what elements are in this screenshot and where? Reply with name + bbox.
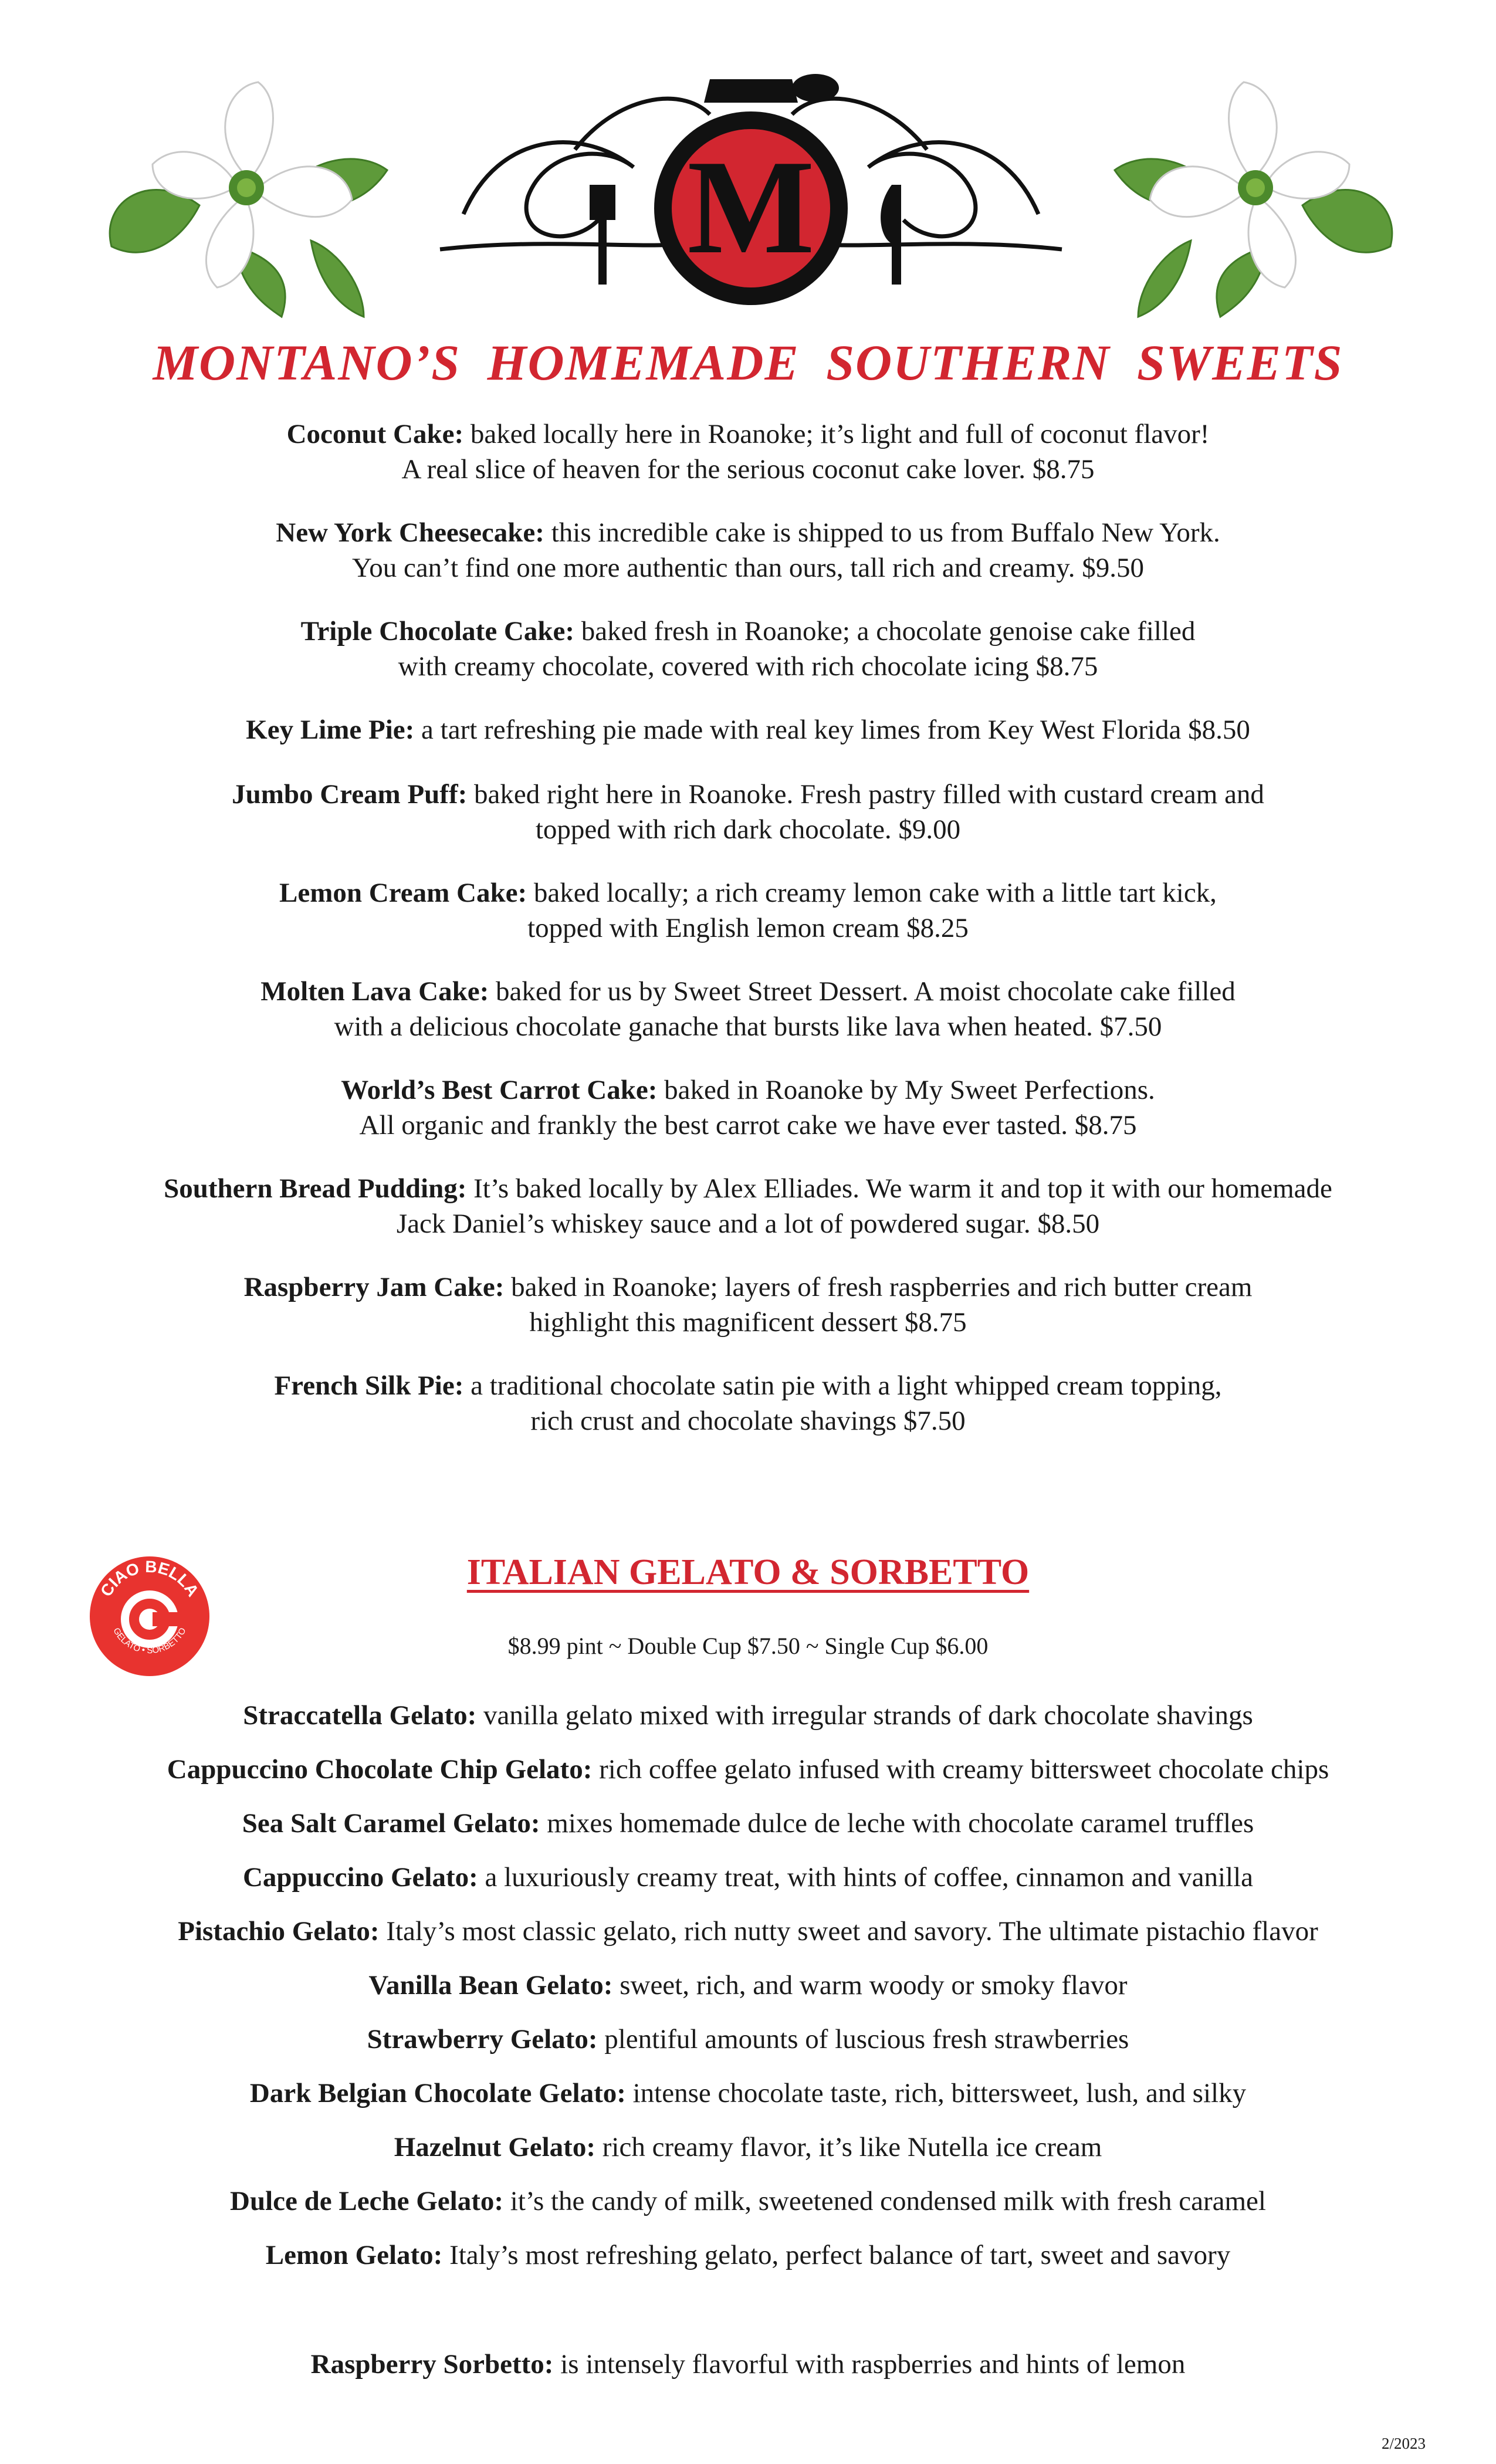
item-description: baked locally here in Roanoke; it’s light and full of coconut flavor!	[463, 419, 1210, 449]
svg-text:GELATO • SORBETTO: GELATO • SORBETTO	[111, 1626, 188, 1656]
item-description: a traditional chocolate satin pie with a light whipped cream topping,	[463, 1370, 1222, 1401]
item-description: You can’t find one more authentic than ours, tall rich and creamy. $9.50	[351, 553, 1145, 583]
list-item	[0, 1752, 1496, 1806]
item-name: Sea Salt Caramel Gelato:	[242, 1808, 540, 1839]
gelato-prices: $8.99 pint ~ Double Cup $7.50 ~ Single Cup $6.00	[507, 1633, 989, 1659]
item-description: vanilla gelato mixed with irregular strands of dark chocolate shavings	[476, 1700, 1253, 1731]
item-description: baked right here in Roanoke. Fresh pastry filled with custard cream and	[467, 779, 1264, 810]
item-name: Lemon Cream Cake:	[279, 878, 527, 908]
item-name: Raspberry Sorbetto:	[310, 2349, 554, 2380]
item-description: topped with rich dark chocolate. $9.00	[535, 814, 961, 845]
list-item	[0, 2238, 1496, 2292]
restaurant-logo-icon	[428, 62, 1074, 308]
list-item	[0, 1968, 1496, 2022]
sorbetto-item	[0, 2347, 1496, 2382]
item-name: Pistachio Gelato:	[178, 1916, 380, 1947]
item-name: Molten Lava Cake:	[260, 976, 489, 1007]
item-description: baked for us by Sweet Street Dessert. A moist chocolate cake filled	[489, 976, 1236, 1007]
item-description: is intensely flavorful with raspberries and hints of lemon	[553, 2349, 1186, 2380]
item-description: it’s the candy of milk, sweetened condensed milk with fresh caramel	[503, 2186, 1266, 2216]
item-description: baked fresh in Roanoke; a chocolate genoise cake filled	[574, 616, 1196, 647]
list-item	[0, 1698, 1496, 1752]
item-description: a tart refreshing pie made with real key limes from Key West Florida $8.50	[414, 715, 1250, 745]
item-description: topped with English lemon cream $8.25	[527, 913, 969, 943]
menu-item	[0, 777, 1496, 875]
item-description: Italy’s most classic gelato, rich nutty sweet and savory. The ultimate pistachio flavor	[379, 1916, 1318, 1947]
item-description: rich creamy flavor, it’s like Nutella ice cream	[595, 2132, 1102, 2162]
item-name: Coconut Cake:	[286, 419, 464, 449]
item-description: baked in Roanoke; layers of fresh raspberries and rich butter cream	[504, 1272, 1253, 1302]
item-description: A real slice of heaven for the serious coconut cake lover. $8.75	[401, 454, 1095, 485]
item-name: Cappuccino Chocolate Chip Gelato:	[167, 1754, 593, 1785]
list-item	[0, 2022, 1496, 2076]
page-title: MONTANO’S HOMEMADE SOUTHERN SWEETS	[153, 334, 1343, 391]
item-description: baked locally; a rich creamy lemon cake with a little tart kick,	[527, 878, 1217, 908]
item-description: sweet, rich, and warm woody or smoky flavor	[612, 1970, 1128, 2001]
menu-item	[0, 1072, 1496, 1171]
item-name: Hazelnut Gelato:	[394, 2132, 595, 2162]
item-description: rich crust and chocolate shavings $7.50	[530, 1406, 966, 1436]
item-description: All organic and frankly the best carrot cake we have ever tasted. $8.75	[359, 1110, 1137, 1140]
dogwood-flower-left-icon	[88, 53, 417, 323]
item-name: Triple Chocolate Cake:	[300, 616, 575, 647]
item-description: rich coffee gelato infused with creamy bittersweet chocolate chips	[592, 1754, 1329, 1785]
item-name: Straccatella Gelato:	[243, 1700, 477, 1731]
menu-item	[0, 1270, 1496, 1368]
item-name: New York Cheesecake:	[276, 517, 544, 548]
item-name: Southern Bread Pudding:	[164, 1173, 467, 1204]
item-description: Jack Daniel’s whiskey sauce and a lot of powdered sugar. $8.50	[396, 1209, 1100, 1239]
list-item	[0, 2184, 1496, 2238]
sweets-list	[0, 417, 1496, 1467]
item-name: Vanilla Bean Gelato:	[368, 1970, 613, 2001]
item-description: mixes homemade dulce de leche with chocolate caramel truffles	[540, 1808, 1254, 1839]
item-description: highlight this magnificent dessert $8.75	[529, 1307, 967, 1338]
item-description: Italy’s most refreshing gelato, perfect balance of tart, sweet and savory	[442, 2240, 1231, 2270]
svg-text:M: M	[687, 132, 815, 282]
item-name: Dulce de Leche Gelato:	[230, 2186, 504, 2216]
list-item	[0, 1860, 1496, 1914]
item-name: Key Lime Pie:	[246, 715, 415, 745]
revision-date: 2/2023	[1381, 2435, 1426, 2452]
item-description: this incredible cake is shipped to us from Buffalo New York.	[544, 517, 1220, 548]
list-item	[0, 2130, 1496, 2184]
item-name: Lemon Gelato:	[265, 2240, 443, 2270]
item-description: with a delicious chocolate ganache that bursts like lava when heated. $7.50	[334, 1011, 1162, 1042]
gelato-section-title: ITALIAN GELATO & SORBETTO	[466, 1552, 1030, 1592]
item-name: French Silk Pie:	[274, 1370, 464, 1401]
list-item	[0, 1806, 1496, 1860]
menu-item	[0, 875, 1496, 974]
item-name: Jumbo Cream Puff:	[232, 779, 468, 810]
item-name: Strawberry Gelato:	[367, 2024, 598, 2055]
list-item	[0, 2076, 1496, 2130]
item-name: Raspberry Jam Cake:	[243, 1272, 505, 1302]
menu-header	[0, 0, 1496, 329]
menu-item	[0, 417, 1496, 515]
item-name: Dark Belgian Chocolate Gelato:	[249, 2078, 626, 2108]
item-name: Cappuccino Gelato:	[242, 1862, 478, 1893]
item-description: baked in Roanoke by My Sweet Perfections.	[657, 1075, 1155, 1105]
menu-item	[0, 614, 1496, 712]
item-description: plentiful amounts of luscious fresh strawberries	[597, 2024, 1129, 2055]
item-description: a luxuriously creamy treat, with hints of coffee, cinnamon and vanilla	[478, 1862, 1254, 1893]
dogwood-flower-right-icon	[1085, 53, 1414, 323]
menu-item	[0, 712, 1496, 777]
menu-item	[0, 974, 1496, 1072]
menu-item	[0, 515, 1496, 614]
menu-item	[0, 1368, 1496, 1467]
list-item	[0, 1914, 1496, 1968]
item-description: with creamy chocolate, covered with rich chocolate icing $8.75	[398, 651, 1098, 682]
item-name: World’s Best Carrot Cake:	[341, 1075, 658, 1105]
item-description: It’s baked locally by Alex Elliades. We warm it and top it with our homemade	[466, 1173, 1332, 1204]
gelato-list	[0, 1698, 1496, 2292]
item-description: intense chocolate taste, rich, bittersweet, lush, and silky	[625, 2078, 1247, 2108]
menu-item	[0, 1171, 1496, 1270]
svg-text:CIAO BELLA: CIAO BELLA	[97, 1557, 202, 1600]
